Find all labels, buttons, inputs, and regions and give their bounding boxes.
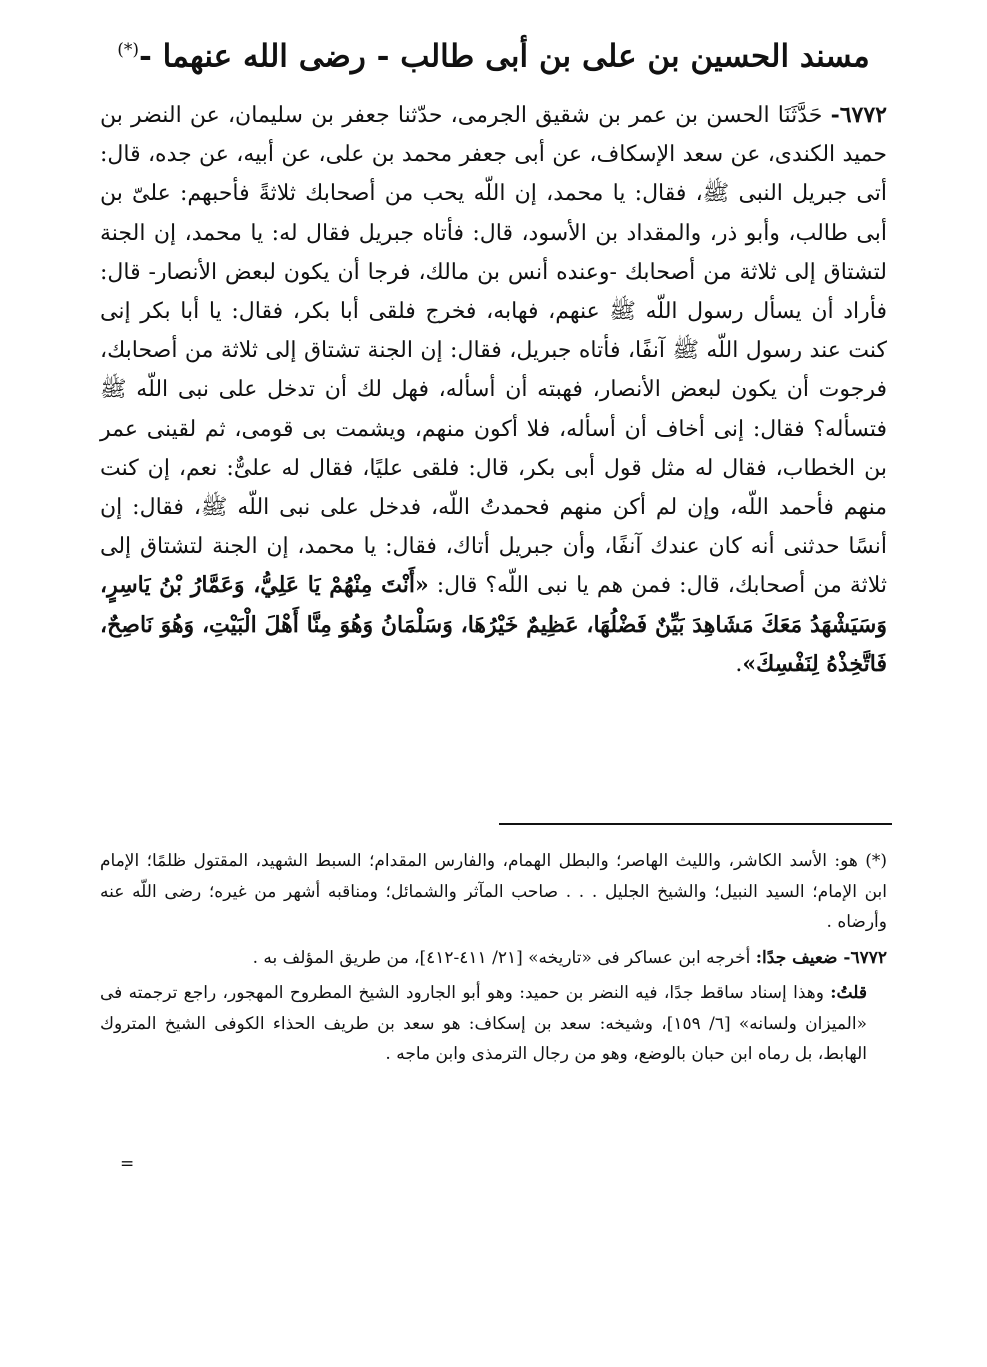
grading-label: ٦٧٧٢- ضعيف جدًا:: [755, 947, 887, 968]
grading-text: أخرجه ابن عساكر فى «تاريخه» [٢١/ ٤١١-٤١٢]، من طريق المؤلف به .: [252, 947, 751, 968]
grading-note: [100, 943, 887, 974]
hadith-prophetic-quote: «أَنْتَ مِنْهُمْ يَا عَلِيُّ، وَعَمَّارُ بْنُ يَاسِرٍ، وَسَيَشْهَدُ مَعَكَ مَشَاهِدَ بَيِّنٌ فَضْلُهَا، عَظِيمٌ خَيْرُهَا، وَسَلْمَانُ وَهُوَ مِنَّا أَهْلَ الْبَيْتِ، وَهُوَ نَاصِحٌ، فَاتَّخِذْهُ لِنَفْسِكَ»: [100, 572, 887, 677]
commentary-note: [100, 978, 887, 1070]
hadith-body: [100, 96, 887, 684]
hadith-number: ٦٧٧٢-: [830, 102, 887, 128]
continuation-mark: =: [120, 1154, 135, 1174]
title-text: مسند الحسين بن على بن أبى طالب - رضى الله عنهما -: [139, 38, 870, 75]
page-title: [60, 26, 927, 80]
biography-note: (*) هو: الأسد الكاشر، والليث الهاصر؛ والبطل الهمام، والفارس المقدام؛ السبط الشهيد، المقتول ظلمًا؛ الإمام ابن الإمام؛ السيد النبيل؛ والشيخ الجليل . . . صاحب المآثر والشمائل؛ ومناقبه أشهر من غيره؛ رضى اللّه عنه وأرضاه .: [100, 851, 887, 932]
title-footnote-marker: (*): [117, 40, 140, 60]
hadith-narration: حَدَّثَنَا الحسن بن عمر بن شقيق الجرمى، حدّثنا جعفر بن سليمان، عن النضر بن حميد الكندى، عن سعد الإسكاف، عن أبى جعفر محمد بن على، عن أبيه، عن جده، قال: أتى جبريل النبى ﷺ، فقال: يا محمد، إن اللّه يحب من أصحابك ثلاثةً فأحبهم: علىّ بن أبى طالب، وأبو ذر، والمقداد بن الأسود، قال: فأتاه جبريل فقال له: يا محمد، إن الجنة لتشتاق إلى ثلاثة من أصحابك -وعنده أنس بن مالك، فرجا أن يكون لبعض الأنصار- قال: فأراد أن يسأل رسول اللّه ﷺ عنهم، فهابه، فخرج فلقى أبا بكر، فقال: يا أبا بكر إنى كنت عند رسول اللّه ﷺ آنفًا، فأتاه جبريل، فقال: إن الجنة تشتاق إلى ثلاثة من أصحابك، فرجوت أن يكون لبعض الأنصار، فهبته أن أسأله، فهل لك أن تدخل على نبى اللّه ﷺ فتسأله؟ فقال: إنى أخاف أن أسأله، فلا أكون منهم، ويشمت بى قومى، ثم لقينى عمر بن الخطاب، فقال له مثل قول أبى بكر، قال: فلقى عليًا، فقال له علىٌّ: نعم، إن كنت منهم فأحمد اللّه، وإن لم أكن منهم فحمدتُ اللّه، فدخل على نبى اللّه ﷺ، فقال: إن أنسًا حدثنى أنه كان عندك آنفًا، وأن جبريل أتاك، فقال: يا محمد، إن الجنة لتشتاق إلى ثلاثة من أصحابك، قال: فمن هم يا نبى اللّه؟ قال:: [100, 103, 887, 599]
footnotes: [100, 846, 887, 1070]
hadith-end: .: [735, 651, 743, 677]
commentary-label: قلتُ:: [830, 983, 867, 1003]
footnote-separator: [499, 823, 892, 825]
commentary-text: وهذا إسناد ساقط جدًا، فيه النضر بن حميد: وهو أبو الجارود الشيخ المطروح المهجور، راجع ترجمته فى «الميزان ولسانه» [٦/ ١٥٩]، وشيخه: سعد بن إسكاف: هو سعد بن طريف الحذاء الكوفى الشيخ المتروك الهابط، بل رماه ابن حبان بالوضع، وهو من رجال الترمذى وابن ماجه .: [100, 983, 867, 1064]
